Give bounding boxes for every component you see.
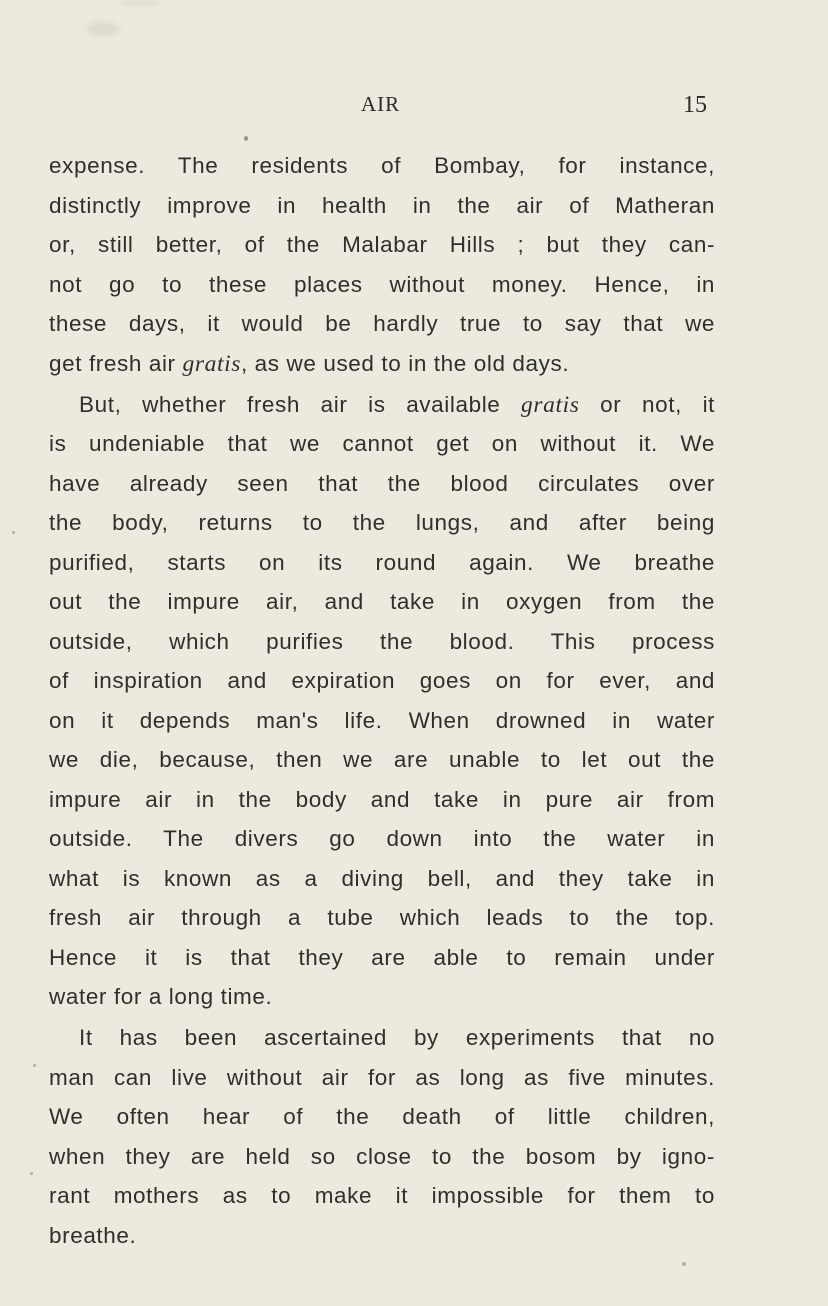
- text-line: these days, it would be hardly true to say that we: [49, 311, 716, 336]
- paper-speck: [33, 1064, 36, 1067]
- paragraph: [49, 146, 715, 383]
- text-line: impure air in the body and take in pure air from: [49, 786, 716, 812]
- text-line: outside. The divers go down into the water in: [49, 826, 715, 851]
- paper-speck: [30, 1172, 33, 1175]
- running-head-title: AIR: [361, 92, 401, 116]
- text-line: not go to these places without money. Hence, in: [49, 271, 716, 297]
- paragraph: [49, 385, 715, 1017]
- text-line: on it depends man's life. When drowned in water: [49, 707, 716, 733]
- text-line: we die, because, then we are unable to let out the: [49, 747, 715, 772]
- paper-speck: [244, 136, 248, 141]
- text-line: get fresh air gratis, as we used to in the old days.: [49, 350, 570, 377]
- text-line: We often hear of the death of little children,: [49, 1104, 715, 1129]
- paragraph: [49, 1018, 715, 1255]
- text-line: of inspiration and expiration goes on for ever, and: [49, 668, 716, 693]
- text-line: man can live without air for as long as five minutes.: [49, 1064, 715, 1090]
- text-line: or, still better, of the Malabar Hills ; but they can-: [49, 232, 716, 257]
- paper-stain: [120, 0, 160, 6]
- text-line: rant mothers as to make it impossible for them to: [49, 1183, 715, 1208]
- text-line: But, whether fresh air is available gratis or not, it: [79, 391, 716, 418]
- text-line: out the impure air, and take in oxygen from the: [49, 589, 715, 614]
- page-number: 15: [683, 92, 707, 118]
- paper-speck: [12, 531, 15, 534]
- text-line: have already seen that the blood circulates over: [49, 470, 715, 496]
- text-line: breathe.: [49, 1222, 137, 1248]
- text-line: It has been ascertained by experiments that no: [79, 1025, 716, 1050]
- text-line: distinctly improve in health in the air of Matheran: [49, 192, 715, 218]
- text-line: is undeniable that we cannot get on without it. We: [49, 431, 715, 456]
- text-line: fresh air through a tube which leads to the top.: [49, 905, 715, 930]
- text-line: Hence it is that they are able to remain under: [49, 944, 716, 970]
- text-line: the body, returns to the lungs, and after being: [49, 510, 715, 535]
- paper-speck: [682, 1262, 686, 1266]
- text-line: expense. The residents of Bombay, for instance,: [49, 153, 716, 178]
- running-head: [0, 92, 828, 122]
- paper-stain: [86, 22, 120, 36]
- text-line: outside, which purifies the blood. This process: [49, 628, 715, 654]
- text-line: when they are held so close to the bosom by igno-: [49, 1143, 715, 1169]
- text-line: water for a long time.: [49, 984, 273, 1009]
- text-line: what is known as a diving bell, and they take in: [49, 865, 715, 891]
- body-text: [49, 146, 715, 1255]
- text-line: purified, starts on its round again. We breathe: [49, 549, 716, 575]
